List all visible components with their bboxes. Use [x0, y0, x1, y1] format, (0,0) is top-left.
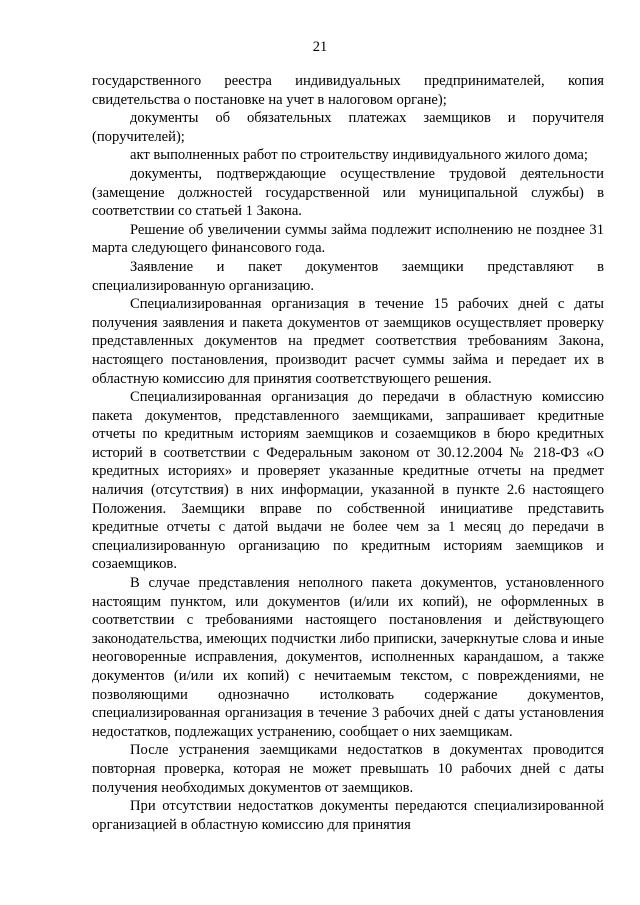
page-number: 21	[312, 39, 328, 55]
paragraph-mandatory-payments: документы об обязательных платежах заемщиков и поручителя (поручителей);	[92, 110, 604, 145]
paragraph-incomplete-package: В случае представления неполного пакета документов, установленного настоящим пунктом, или документов (и/или их копий), не оформленных в соответствии с требованиями настоящего постановления и действующего законодательства, имеющих подчистки либо приписки, зачеркнутые слова и иные неоговоренные исправления, документов, исполненных карандашом, а также документов (и/или их копий) с нечитаемым текстом, с повреждениями, не позволяющими однозначно истолковать содержание документов, специализированная организация в течение 3 рабочих дней с даты установления недостатков, подлежащих устранению, сообщает о них заемщикам.	[92, 575, 604, 740]
paragraph-construction-act: акт выполненных работ по строительству индивидуального жилого дома;	[130, 147, 588, 164]
paragraph-transfer-to-commission: При отсутствии недостатков документы передаются специализированной организацией в областную комиссию для принятия	[92, 798, 604, 833]
paragraph-loan-increase-decision: Решение об увеличении суммы займа подлежит исполнению не позднее 31 марта следующего финансового года.	[92, 221, 604, 257]
document-body	[92, 72, 604, 834]
paragraph-credit-reports: Специализированная организация до передачи в областную комиссию пакета документов, представленного заемщиками, запрашивает кредитные отчеты по кредитным историям заемщиков и созаемщиков в бюро кредитных историй в соответствии с Федеральным законом от 30.12.2004 № 218-ФЗ «О кредитных историях» и проверяет указанные кредитные отчеты на предмет наличия (отсутствия) в них информации, указанной в пункте 2.6 настоящего Положения. Заемщики вправе по собственной инициативе представить кредитные отчеты с датой выдачи не более чем за 1 месяц до передачи в специализированную организацию по кредитным историям заемщиков и созаемщиков.	[92, 389, 604, 573]
paragraph-employment-documents: документы, подтверждающие осуществление трудовой деятельности (замещение должностей государственной или муниципальной службы) в соответствии со статьей 1 Закона.	[92, 165, 604, 220]
paragraph-repeat-check: После устранения заемщиками недостатков в документах проводится повторная проверка, которая не может превышать 10 рабочих дней с даты получения необходимых документов от заемщиков.	[92, 742, 604, 796]
paragraph-application-submission: Заявление и пакет документов заемщики представляют в специализированную организацию.	[92, 258, 604, 294]
paragraph-review-15-days: Специализированная организация в течение 15 рабочих дней с даты получения заявления и пакета документов от заемщиков осуществляет проверку представленных документов на предмет соответствия требованиям Закона, настоящего постановления, производит расчет суммы займа и передает их в областную комиссию для принятия соответствующего решения.	[92, 296, 604, 387]
paragraph-registry-continuation: государственного реестра индивидуальных предпринимателей, копия свидетельства о постановке на учет в налоговом органе);	[92, 73, 604, 108]
